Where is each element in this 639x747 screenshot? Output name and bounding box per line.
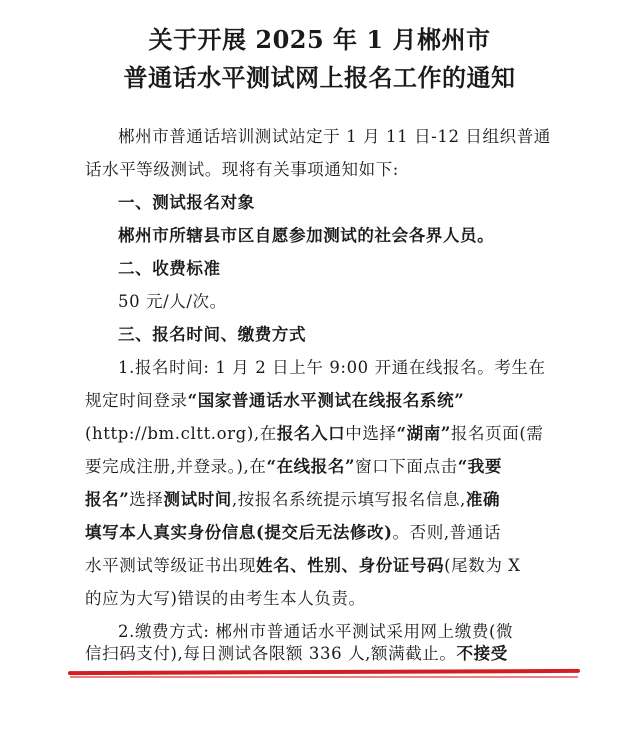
p1-line-7 [85, 552, 521, 576]
p1-line-2 [85, 387, 464, 411]
p1-line-5-b: 选择 [129, 490, 164, 509]
want-signup-label: “我要 [457, 457, 502, 476]
intro-line-1: 郴州市普通话培训测试站定于 1 月 11 日-12 日组织普通 [118, 127, 551, 146]
p2-line-2 [85, 640, 508, 664]
p1-line-1: 1.报名时间: 1 月 2 日上午 9:00 开通在线报名。考生在 [118, 358, 546, 377]
p1-line-7-a: 水平测试等级证书出现 [85, 556, 256, 575]
accurate-label: 准确 [465, 490, 501, 509]
p1-line-6-b: 。否则,普通话 [392, 523, 501, 542]
fields-label: 姓名、性别、身份证号码 [256, 556, 445, 575]
section-2-body: 50 元/人/次。 [118, 292, 227, 311]
p2-line-1: 2.缴费方式: 郴州市普通话水平测试采用网上缴费(微 [118, 622, 514, 641]
section-2-heading: 二、收费标准 [118, 259, 221, 278]
online-signup-label: “在线报名” [266, 457, 356, 476]
title-line-1: 关于开展 2025 年 1 月郴州市 [148, 25, 491, 54]
section-1-body: 郴州市所辖县市区自愿参加测试的社会各界人员。 [118, 226, 495, 245]
p1-line-2-a: 规定时间登录 [85, 391, 188, 410]
p1-line-4-a: 要完成注册,并登录。),在 [85, 457, 267, 476]
p1-line-3-c: 中选择 [345, 424, 397, 443]
not-accept-label: 不接受 [456, 644, 508, 663]
url-text: (http://bm.cltt.org),在 [85, 424, 277, 443]
p1-line-5-a: 报名” [85, 490, 130, 509]
p1-line-7-c: (尾数为 X [444, 556, 521, 575]
p1-line-3 [85, 420, 543, 444]
identity-warning: 填写本人真实身份信息(提交后无法修改) [85, 523, 393, 542]
system-name: “国家普通话水平测试在线报名系统” [187, 391, 465, 410]
p1-line-5 [85, 486, 500, 510]
red-divider-shadow [70, 676, 578, 678]
entry-label: 报名入口 [276, 424, 346, 443]
red-divider [68, 669, 580, 675]
province-label: “湖南” [396, 424, 451, 443]
title-line-2: 普通话水平测试网上报名工作的通知 [123, 63, 516, 92]
p1-line-6 [85, 519, 501, 543]
p1-line-4 [85, 453, 502, 477]
section-3-heading: 三、报名时间、缴费方式 [118, 325, 307, 344]
p1-line-8: 的应为大写)错误的由考生本人负责。 [85, 589, 366, 608]
p2-line-2-a: 信扫码支付),每日测试各限额 336 人,额满截止。 [85, 644, 457, 663]
intro-line-2: 话水平等级测试。现将有关事项通知如下: [85, 160, 399, 179]
section-1-heading: 一、测试报名对象 [118, 193, 255, 212]
test-time-label: 测试时间 [163, 490, 232, 509]
p1-line-5-d: ,按报名系统提示填写报名信息, [231, 490, 466, 509]
p1-line-4-c: 窗口下面点击 [355, 457, 458, 476]
p1-line-3-e: 报名页面(需 [450, 424, 544, 443]
